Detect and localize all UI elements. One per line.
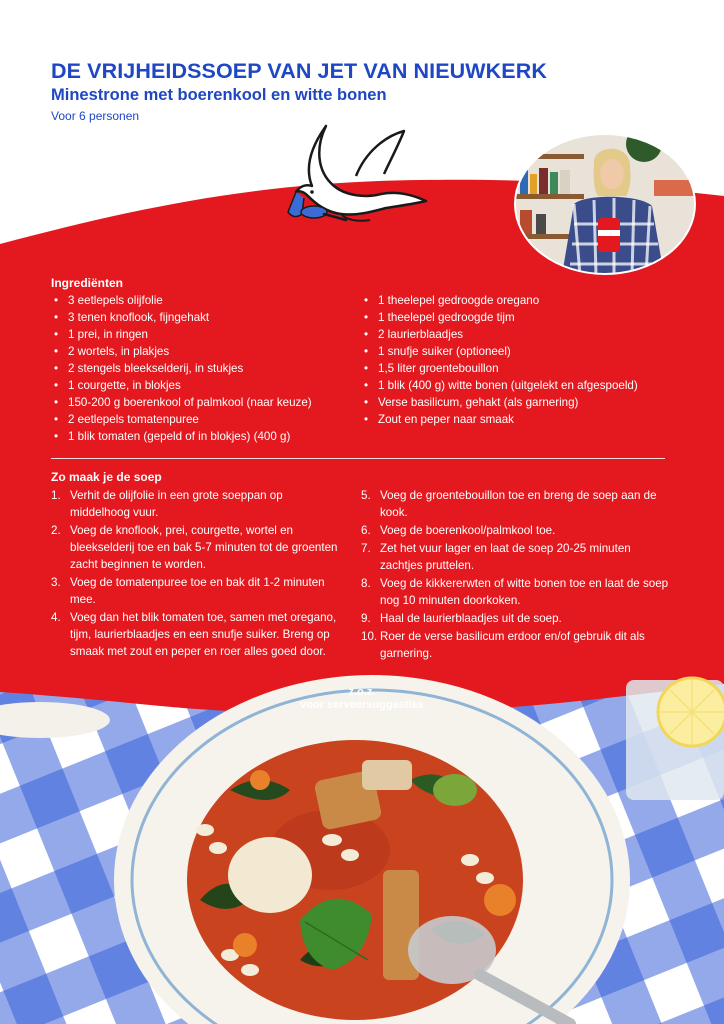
turn-over-line1: z.o.z. xyxy=(348,686,376,698)
chef-portrait-photo xyxy=(514,134,697,275)
step-text: Roer de verse basilicum erdoor en/of gebruik dit als garnering. xyxy=(380,630,645,660)
list-item: • 1 theelepel gedroogde oregano xyxy=(361,292,638,309)
step-text: Voeg de boerenkool/palmkool toe. xyxy=(380,524,556,537)
list-item: • 1 theelepel gedroogde tijm xyxy=(361,309,638,326)
recipe-title: DE VRIJHEIDSSOEP VAN JET VAN NIEUWKERK xyxy=(51,59,548,83)
step-text: Haal de laurierblaadjes uit de soep. xyxy=(380,612,562,625)
step-item xyxy=(361,522,671,539)
step-number: 1. xyxy=(51,489,61,502)
recipe-subtitle: Minestrone met boerenkool en witte bonen xyxy=(51,86,387,104)
step-number: 5. xyxy=(361,489,371,502)
list-item: • 2 stengels bleekselderij, in stukjes xyxy=(51,360,312,377)
step-number: 6. xyxy=(361,524,371,537)
step-item xyxy=(361,575,671,609)
list-item: • Verse basilicum, gehakt (als garnering) xyxy=(361,394,638,411)
step-text: Voeg de tomatenpuree toe en bak dit 1-2 minuten mee. xyxy=(70,576,325,606)
step-text: Voeg de knoflook, prei, courgette, wortel en bleekselderij toe en bak 5-7 minuten tot de groenten zacht beginnen te worden. xyxy=(70,524,338,571)
list-item: • 1 blik (400 g) witte bonen (uitgelekt en afgespoeld) xyxy=(361,377,638,394)
step-number: 9. xyxy=(361,612,371,625)
servings-text: Voor 6 personen xyxy=(51,109,140,123)
step-text: Voeg de kikkererwten of witte bonen toe en laat de soep nog 10 minuten doorkoken. xyxy=(380,577,669,607)
list-item: • 1 courgette, in blokjes xyxy=(51,377,312,394)
section-divider xyxy=(51,458,665,459)
list-item: • Zout en peper naar smaak xyxy=(361,411,638,428)
step-number: 3. xyxy=(51,576,61,589)
list-item: • 3 tenen knoflook, fijngehakt xyxy=(51,309,312,326)
list-item: • 2 eetlepels tomatenpuree xyxy=(51,411,312,428)
list-item: • 1 prei, in ringen xyxy=(51,326,312,343)
step-item xyxy=(51,574,341,608)
step-item xyxy=(361,628,671,662)
step-item xyxy=(361,540,671,574)
step-item xyxy=(51,522,341,573)
list-item: • 1,5 liter groentebouillon xyxy=(361,360,638,377)
step-item xyxy=(51,609,341,660)
turn-over-line2: voor serveersuggesties xyxy=(300,699,424,711)
step-number: 7. xyxy=(361,542,371,555)
step-text: Voeg dan het blik tomaten toe, samen met oregano, tijm, laurierblaadjes en een snufje suiker. Breng op smaak met zout en peper en roer alles goed door. xyxy=(70,611,337,658)
list-item: • 1 snufje suiker (optioneel) xyxy=(361,343,638,360)
list-item: • 2 laurierblaadjes xyxy=(361,326,638,343)
step-number: 4. xyxy=(51,611,61,624)
step-number: 2. xyxy=(51,524,61,537)
list-item: • 2 wortels, in plakjes xyxy=(51,343,312,360)
ingredients-list-right xyxy=(361,292,638,428)
step-item xyxy=(361,610,671,627)
step-number: 8. xyxy=(361,577,371,590)
method-steps-left xyxy=(51,487,341,661)
method-steps-right xyxy=(361,487,671,663)
list-item: • 150-200 g boerenkool of palmkool (naar keuze) xyxy=(51,394,312,411)
list-item: • 1 blik tomaten (gepeld of in blokjes) (400 g) xyxy=(51,428,312,445)
step-text: Voeg de groentebouillon toe en breng de soep aan de kook. xyxy=(380,489,657,519)
turn-over-note xyxy=(262,686,462,712)
ingredients-list-left xyxy=(51,292,312,445)
list-item: • 3 eetlepels olijfolie xyxy=(51,292,312,309)
step-text: Verhit de olijfolie in een grote soeppan op middelhoog vuur. xyxy=(70,489,283,519)
step-text: Zet het vuur lager en laat de soep 20-25 minuten zachtjes pruttelen. xyxy=(380,542,631,572)
step-item xyxy=(361,487,671,521)
dove-icon xyxy=(286,116,440,234)
step-item xyxy=(51,487,341,521)
step-number: 10. xyxy=(361,630,378,643)
method-heading: Zo maak je de soep xyxy=(51,470,162,484)
ingredients-heading: Ingrediënten xyxy=(51,276,124,290)
